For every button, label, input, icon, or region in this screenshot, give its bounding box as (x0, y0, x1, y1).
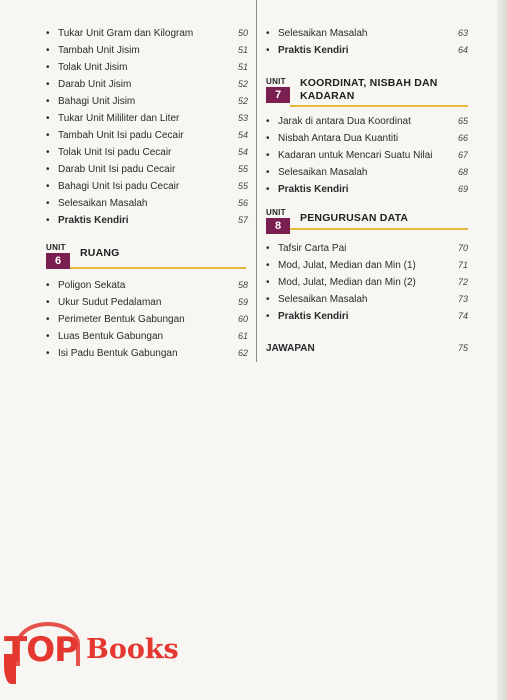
entry-title: Luas Bentuk Gabungan (58, 331, 164, 342)
entry-title: Praktis Kendiri (278, 45, 349, 56)
entry-page: 66 (457, 133, 468, 143)
entry-title: Mod, Julat, Median dan Min (2) (278, 277, 416, 288)
entry-title: Tolak Unit Isi padu Cecair (58, 147, 172, 158)
toc-entry[interactable] (266, 25, 468, 42)
entry-page: 53 (237, 113, 248, 123)
unit-title-line: KOORDINAT, NISBAH DAN (300, 77, 438, 89)
bullet: • (46, 297, 50, 308)
column-divider (256, 0, 257, 362)
toc-entry[interactable] (266, 130, 468, 147)
entry-title: Selesaikan Masalah (58, 198, 148, 209)
entry-page: 70 (457, 243, 468, 253)
bullet: • (266, 150, 270, 161)
toc-entry[interactable] (46, 59, 248, 76)
toc-entry[interactable] (46, 178, 248, 195)
entry-page: 72 (457, 277, 468, 287)
entry-page: 52 (237, 79, 248, 89)
bullet: • (46, 96, 50, 107)
unit-number: 8 (266, 218, 290, 234)
entry-title: Darab Unit Isi padu Cecair (58, 164, 176, 175)
entry-title: Praktis Kendiri (278, 184, 349, 195)
toc-entry-practice[interactable] (46, 212, 248, 229)
toc-entry[interactable] (46, 144, 248, 161)
toc-entry[interactable] (46, 110, 248, 127)
bullet: • (46, 45, 50, 56)
bullet: • (266, 277, 270, 288)
bullet: • (266, 243, 270, 254)
entry-title: Bahagi Unit Isi padu Cecair (58, 181, 180, 192)
entry-title: Kadaran untuk Mencari Suatu Nilai (278, 150, 433, 161)
entry-title: Tukar Unit Gram dan Kilogram (58, 28, 194, 39)
bullet: • (46, 28, 50, 39)
entry-title: Perimeter Bentuk Gabungan (58, 314, 185, 325)
toc-entry[interactable] (46, 161, 248, 178)
entry-title: Praktis Kendiri (58, 215, 129, 226)
page-edge (497, 0, 507, 700)
entry-page: 63 (457, 28, 468, 38)
entry-page: 68 (457, 167, 468, 177)
bullet: • (46, 331, 50, 342)
left-column (46, 25, 248, 362)
toc-entry[interactable] (266, 147, 468, 164)
toc-entry-practice[interactable] (266, 42, 468, 59)
entry-page: 51 (237, 62, 248, 72)
unit-rule (290, 105, 468, 107)
bullet: • (46, 314, 50, 325)
toc-entry[interactable] (266, 113, 468, 130)
entry-title: Jarak di antara Dua Koordinat (278, 116, 411, 127)
entry-title: Bahagi Unit Jisim (58, 96, 136, 107)
entry-title: Selesaikan Masalah (278, 167, 368, 178)
toc-entry[interactable] (46, 311, 248, 328)
bullet: • (266, 28, 270, 39)
toc-entry[interactable] (266, 274, 468, 291)
entry-title: Isi Padu Bentuk Gabungan (58, 348, 178, 359)
toc-entry[interactable] (46, 277, 248, 294)
bullet: • (46, 147, 50, 158)
toc-entry[interactable] (46, 127, 248, 144)
bullet: • (46, 130, 50, 141)
toc-entry[interactable] (46, 93, 248, 110)
entry-page: 50 (237, 28, 248, 38)
unit-badge (46, 243, 74, 269)
entry-title: Selesaikan Masalah (278, 294, 368, 305)
entry-page: 74 (457, 311, 468, 321)
bullet: • (266, 184, 270, 195)
unit-label: UNIT (266, 77, 286, 86)
unit-title (300, 77, 438, 103)
unit-title: PENGURUSAN DATA (300, 212, 409, 224)
unit-rule (290, 228, 468, 230)
unit-7-heading[interactable] (266, 77, 468, 111)
bullet: • (266, 45, 270, 56)
entry-page: 55 (237, 181, 248, 191)
entry-page: 62 (237, 348, 248, 358)
entry-title: Ukur Sudut Pedalaman (58, 297, 162, 308)
bullet: • (266, 311, 270, 322)
bullet: • (46, 280, 50, 291)
entry-page: 59 (237, 297, 248, 307)
toc-entry[interactable] (266, 291, 468, 308)
entry-page: 56 (237, 198, 248, 208)
entry-page: 64 (457, 45, 468, 55)
entry-title: Mod, Julat, Median dan Min (1) (278, 260, 416, 271)
entry-title: Selesaikan Masalah (278, 28, 368, 39)
entry-page: 54 (237, 130, 248, 140)
bullet: • (266, 260, 270, 271)
bullet: • (266, 133, 270, 144)
toc-entry[interactable] (46, 195, 248, 212)
unit-badge (266, 208, 294, 234)
bullet: • (266, 294, 270, 305)
unit-number: 7 (266, 87, 290, 103)
unit-badge (266, 77, 294, 103)
bullet: • (46, 164, 50, 175)
bullet: • (46, 79, 50, 90)
watermark-books-text: Books (86, 634, 179, 665)
unit-label: UNIT (266, 208, 286, 217)
entry-page: 51 (237, 45, 248, 55)
toc-entry[interactable] (266, 164, 468, 181)
watermark-top-text: TOP (4, 630, 79, 670)
entry-page: 60 (237, 314, 248, 324)
entry-title: Poligon Sekata (58, 280, 126, 291)
entry-page: 75 (457, 343, 468, 353)
entry-page: 65 (457, 116, 468, 126)
entry-page: 61 (237, 331, 248, 341)
bullet: • (46, 62, 50, 73)
entry-title: Tambah Unit Jisim (58, 45, 140, 56)
toc-entry[interactable] (46, 42, 248, 59)
entry-title: Darab Unit Jisim (58, 79, 132, 90)
unit-number: 6 (46, 253, 70, 269)
bullet: • (46, 181, 50, 192)
toc-entry[interactable] (266, 240, 468, 257)
entry-page: 54 (237, 147, 248, 157)
right-column (266, 25, 468, 357)
entry-page: 69 (457, 184, 468, 194)
toc-entry[interactable] (46, 76, 248, 93)
toc-entry[interactable] (46, 345, 248, 362)
entry-page: 55 (237, 164, 248, 174)
toc-entry[interactable] (46, 294, 248, 311)
entry-page: 57 (237, 215, 248, 225)
unit-title: RUANG (80, 247, 120, 259)
entry-page: 71 (457, 260, 468, 270)
entry-page: 52 (237, 96, 248, 106)
entry-title: Tafsir Carta Pai (278, 243, 347, 254)
entry-page: 67 (457, 150, 468, 160)
bullet: • (266, 116, 270, 127)
toc-entry-practice[interactable] (266, 181, 468, 198)
bullet: • (46, 348, 50, 359)
watermark-logo (4, 618, 204, 698)
entry-title: Praktis Kendiri (278, 311, 349, 322)
bullet: • (46, 215, 50, 226)
unit-8-heading[interactable] (266, 208, 468, 238)
unit-6-heading[interactable] (46, 243, 248, 273)
entry-title: JAWAPAN (266, 343, 315, 354)
bullet: • (46, 113, 50, 124)
entry-page: 58 (237, 280, 248, 290)
unit-rule (70, 267, 246, 269)
unit-title-line: KADARAN (300, 90, 355, 102)
toc-entry[interactable] (46, 328, 248, 345)
entry-title: Tambah Unit Isi padu Cecair (58, 130, 184, 141)
toc-entry-answers[interactable] (266, 340, 468, 357)
entry-title: Tolak Unit Jisim (58, 62, 128, 73)
bullet: • (46, 198, 50, 209)
toc-entry[interactable] (266, 257, 468, 274)
bullet: • (266, 167, 270, 178)
toc-entry-practice[interactable] (266, 308, 468, 325)
unit-label: UNIT (46, 243, 66, 252)
entry-title: Tukar Unit Mililiter dan Liter (58, 113, 180, 124)
entry-title: Nisbah Antara Dua Kuantiti (278, 133, 399, 144)
entry-page: 73 (457, 294, 468, 304)
toc-entry[interactable] (46, 25, 248, 42)
